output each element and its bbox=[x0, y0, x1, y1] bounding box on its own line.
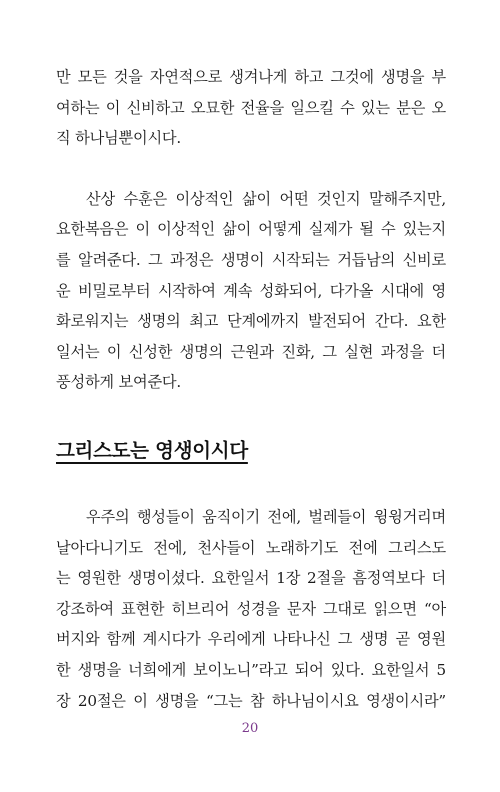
text-line: 버지와 함께 계시다가 우리에게 나타나신 그 생명 곧 영원 bbox=[56, 630, 446, 649]
page-content bbox=[56, 62, 446, 716]
text-line: 화로워지는 생명의 최고 단계에까지 발전되어 간다. 요한 bbox=[56, 312, 446, 331]
text-line: 강조하여 표현한 히브리어 성경을 문자 그대로 읽으면 “아 bbox=[56, 599, 446, 618]
text-line: 를 알려준다. 그 과정은 생명이 시작되는 거듭남의 신비로 bbox=[56, 250, 446, 269]
paragraph-eternal-life bbox=[56, 502, 446, 716]
text-line: 풍성하게 보여준다. bbox=[56, 373, 182, 392]
text-line: 산상 수훈은 이상적인 삶이 어떤 것인지 말해주지만, bbox=[86, 189, 446, 208]
text-line: 한 생명을 너희에게 보이노니”라고 되어 있다. 요한일서 5 bbox=[56, 660, 446, 679]
paragraph-intro bbox=[56, 62, 446, 154]
text-line: 장 20절은 이 생명을 “그는 참 하나님이시요 영생이시라” bbox=[56, 691, 446, 710]
page-number: 20 bbox=[241, 721, 259, 736]
section-heading: 그리스도는 영생이시다 bbox=[56, 438, 248, 462]
text-line: 운 비밀로부터 시작하여 계속 성화되어, 다가올 시대에 영 bbox=[56, 281, 446, 300]
text-line: 날아다니기도 전에, 천사들이 노래하기도 전에 그리스도 bbox=[56, 538, 446, 557]
text-line: 직 하나님뿐이시다. bbox=[56, 129, 182, 148]
text-line: 일서는 이 신성한 생명의 근원과 진화, 그 실현 과정을 더 bbox=[56, 342, 446, 361]
paragraph-sermon-on-mount bbox=[56, 184, 446, 398]
text-line: 여하는 이 신비하고 오묘한 전율을 일으킬 수 있는 분은 오 bbox=[56, 98, 446, 117]
text-line: 만 모든 것을 자연적으로 생겨나게 하고 그것에 생명을 부 bbox=[56, 68, 446, 86]
text-line: 요한복음은 이 이상적인 삶이 어떻게 실제가 될 수 있는지 bbox=[56, 220, 446, 239]
text-line: 는 영원한 생명이셨다. 요한일서 1장 2절을 흠정역보다 더 bbox=[56, 569, 446, 588]
text-line: 우주의 행성들이 움직이기 전에, 벌레들이 윙윙거리며 bbox=[86, 507, 446, 526]
